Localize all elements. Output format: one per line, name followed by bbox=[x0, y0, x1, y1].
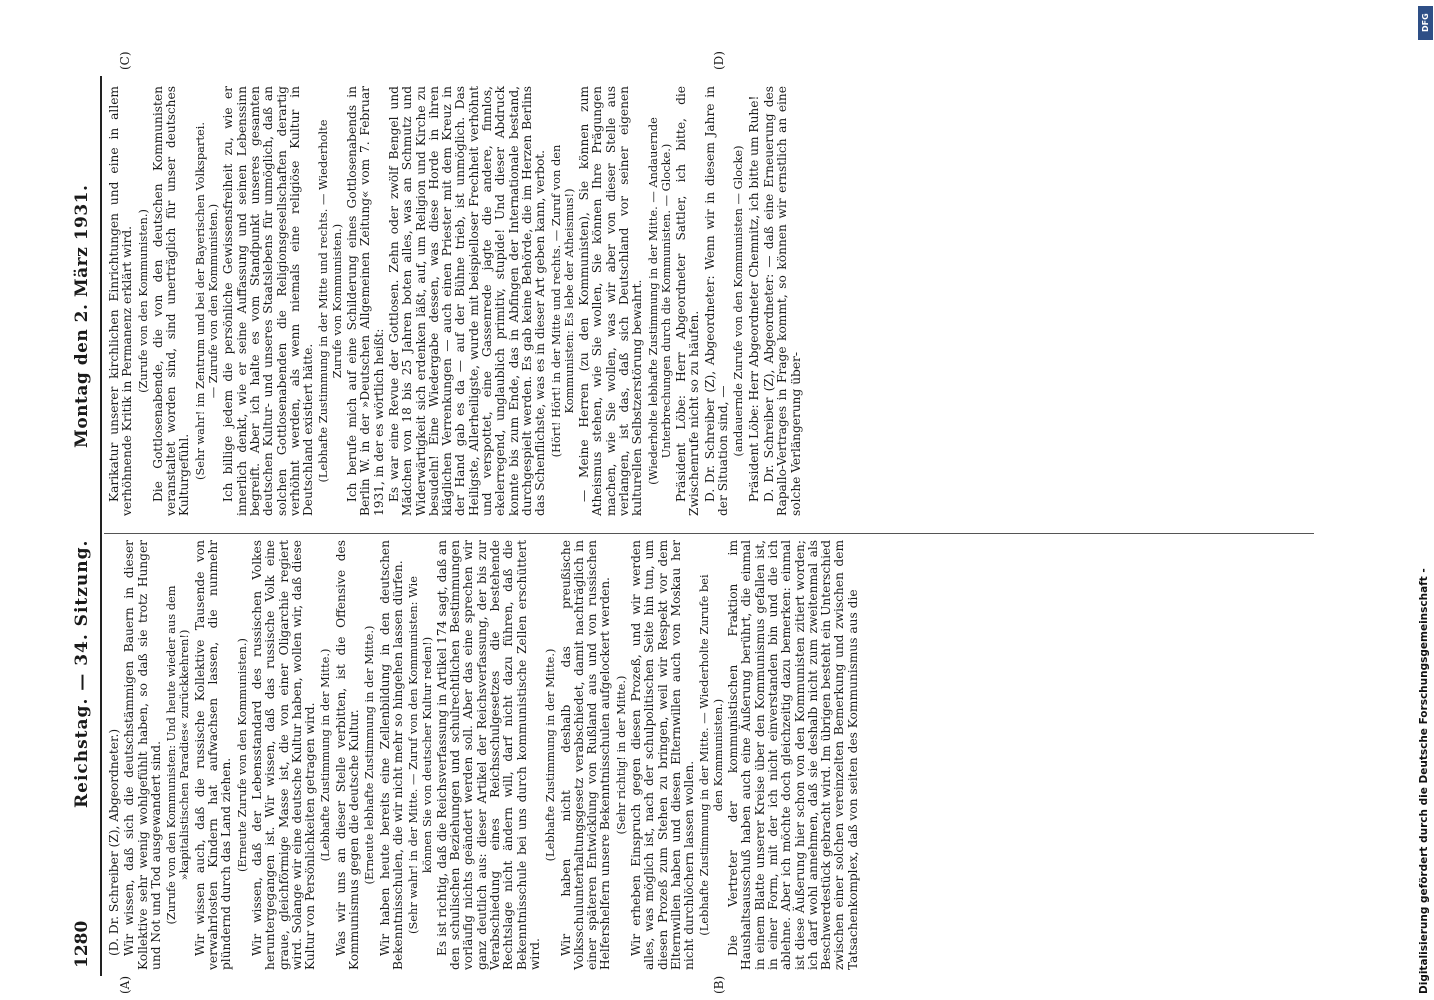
paragraph: Die Gottlosenabende, die von den deutschen Kommunisten veranstaltet worden sind, sind unerträglich für unser deutsches Kulturgefühl. bbox=[150, 86, 192, 516]
paragraph: — Meine Herren (zu den Kommunisten), Sie können zum Atheismus stehen, wie Sie wollen, Sie können Ihre Prägungen machen, wie Sie wollen, was wir aber von dieser Stelle aus verlangen, ist das, daß sich Deutschland vor seiner eigenen kulturellen Selbstzerstörung bewahrt. bbox=[577, 86, 645, 516]
paragraph: Präsident Löbe: Herr Abgeordneter Chemnitz, ich bitte um Ruhe! bbox=[746, 95, 761, 502]
interjection: (Lebhafte Zustimmung in der Mitte und rechts. — Wiederholte Zurufe von Kommunisten.) bbox=[316, 119, 344, 483]
paragraph: Wir erheben Einspruch gegen diesen Prozeß, und wir werden alles, was möglich ist, nach der schulpolitischen Seite hin tun, um diesen Prozeß zum Stehen zu bringen, weil wir Respekt vor dem Elternwillen haben und diesen Elternwillen auch von Moskau her nicht durchlöchern lassen wollen. bbox=[628, 540, 697, 970]
margin-mark-a: (A) bbox=[118, 975, 132, 994]
interjection: (Lebhafte Zustimmung in der Mitte. — Wiederholte Zurufe bei den Kommunisten.) bbox=[697, 574, 725, 936]
running-date: Montag den 2. März 1931. bbox=[72, 184, 92, 448]
interjection: (Sehr wahr! im Zentrum und bei der Bayerischen Volkspartei. — Zurufe von den Kommunisten.) bbox=[192, 122, 221, 480]
digitization-credit: Digitalisierung gefördert durch die Deutsche Forschungsgemeinschaft - bbox=[1418, 568, 1430, 994]
paragraph: Was wir uns an dieser Stelle verbitten, ist die Offensive des Kommunismus gegen die deutsche Kultur. bbox=[333, 540, 362, 970]
interjection: (Erneute Zurufe von den Kommunisten.) bbox=[234, 638, 249, 872]
paragraph: D. Dr. Schreiber (Z), Abgeordneter: — daß eine Erneuerung des Rapallo-Vertrages in Frage kommt, so können wir ernstlich an eine solche Verlängerung über- bbox=[761, 86, 803, 516]
interjection: (Zurufe von den Kommunisten.) bbox=[135, 209, 150, 393]
interjection: (Hört! Hört! in der Mitte und rechts. — Zuruf von den Kommunisten: Es lebe der Atheismus!) bbox=[548, 144, 576, 458]
paragraph: Es war eine Revue der Gottlosen. Zehn oder zwölf Bengel und Mädchen von 18 bis 25 Jahren boten alles, was an Schmutz und Widerwärtigkeit sich erdenken läßt, auf, um Religion und Kirche zu besudeln! Eine Wiedergabe dessen, was diese Horde in ihren kläglichen Verrenkungen — auch einen Priester mit dem Kreuz in der Hand gab es da — auf der Bühne trieb, ist unmöglich. Das Heiligste, Allerheiligste, wurde mit beispielloser Frechheit verhöhnt und verspottet, eine Gassenrede jagte die andere, finnlos, ekelerregend, unglaublich primitiv, stupide! Und dieser Abdruck konnte bis zum Ende, das in Abfingen der Internationale bestand, durchgespielt werden. Es gab keine Behörde, die im Herzen Berlins das Schenflichste, was es in dieser Art geben kann, verbot. bbox=[386, 86, 548, 516]
margin-mark-c: (C) bbox=[118, 51, 132, 70]
left-text-column bbox=[108, 540, 862, 970]
interjection: (Sehr wahr! in der Mitte. — Zuruf von den Kommunisten: Wie können Sie von deutscher Kultur reden!) bbox=[406, 576, 434, 934]
dfg-logo: DFG bbox=[1418, 6, 1433, 40]
margin-mark-d: (D) bbox=[712, 51, 726, 70]
page-number: 1280 bbox=[72, 920, 92, 968]
paragraph: Wir wissen, daß der Lebensstandard des russischen Volkes heruntergegangen ist. Wir wissen, daß das russische Volk eine graue, gleichförmige Masse ist, die von einer Oligarchie regiert wird. Solange wir eine deutsche Kultur haben, wollen wir, daß diese Kultur von Persönlichkeiten getragen wird. bbox=[249, 540, 318, 970]
paragraph: (D. Dr. Schreiber (Z), Abgeordneter.) bbox=[107, 728, 121, 956]
running-title: Reichstag. — 34. Sitzung. bbox=[72, 539, 92, 808]
interjection: (Erneute lebhafte Zustimmung in der Mitte.) bbox=[362, 625, 377, 885]
interjection: (Wiederholte lebhafte Zustimmung in der Mitte. — Andauernde Unterbrechungen durch die Kommunisten. — Glocke.) bbox=[645, 117, 673, 485]
paragraph: Wir wissen auch, daß die russische Kollektive Tausende von verwahrlosten Kindern hat aufwachsen lassen, die nunmehr plündernd durch das Land ziehen. bbox=[192, 540, 234, 970]
header-rule bbox=[100, 76, 102, 976]
interjection: (Lebhafte Zustimmung in der Mitte.) bbox=[543, 648, 558, 862]
right-text-column bbox=[108, 86, 805, 516]
paragraph: Die Vertreter der kommunistischen Fraktion im Haushaltsausschuß haben auch eine Äußerung berührt, die einmal in einem Blatte unserer Kreise über den Kommunismus gefallen ist, in einer Form, mit der ich nicht einverstanden bin und die ich ablehne. Aber ich möchte doch gleichzeitig dazu bemerken: einmal ist diese Äußerung hier schon von den Kommunisten zitiert worden; ich darf wohl annehmen, daß sie deshalb nicht zum zweitenmal als Beschwerdestück gebracht wird. Im übrigen besteht ein Unterschied zwischen einer solchen vereinzelten Bemerkung und zwischen dem Tatsachenkomplex, daß von seiten des Kommunismus aus die bbox=[726, 540, 860, 970]
interjection: (Zurufe von den Kommunisten: Und heute wieder aus dem »kapitalistischen Paradies« zurückkehren!) bbox=[164, 585, 192, 925]
paragraph: Karikatur unserer kirchlichen Einrichtungen und eine in allem verhöhnende Kritik in Permanenz erklärt wird. bbox=[107, 86, 135, 516]
paragraph: D. Dr. Schreiber (Z), Abgeordneter: Wenn wir in diesem Jahre in der Situation sind, — bbox=[702, 86, 731, 516]
interjection: (Lebhafte Zustimmung in der Mitte.) bbox=[318, 648, 333, 862]
paragraph: Wir haben nicht deshalb das preußische Volksschulunterhaltungsgesetz verabschiedet, damit nachträglich in einer späteren Entwicklung von Rußland aus und von russischen Helfershelfern unsere Bekenntnisschulen aufgelockert werden. bbox=[558, 540, 613, 970]
interjection: (andauernde Zurufe von den Kommunisten — Glocke) bbox=[731, 145, 746, 457]
margin-mark-b: (B) bbox=[712, 975, 726, 994]
paragraph: Ich billige jedem die persönliche Gewissensfreiheit zu, wie er innerlich denkt, wie er seine Auffassung und seinen Lebenssinn begreift. Aber ich halte es vom Standpunkt unseres gesamten deutschen Kultur- und unseres Staatslebens für unmöglich, daß an solchen Gottlosenabenden die Religionsgesellschaften derartig verhöhnt werden, als wenn niemals eine religiöse Kultur in Deutschland existiert hätte. bbox=[221, 86, 316, 516]
paragraph: Wir haben heute bereits eine Zellenbildung in den deutschen Bekenntnisschulen, die wir nicht mehr so hingehen lassen dürfen. bbox=[377, 540, 405, 970]
paragraph: Wir wissen, daß sich die deutschstämmigen Bauern in dieser Kollektive sehr wenig wohlgefühlt haben, so daß sie trotz Hunger und Not und Tod ausgewandert sind. bbox=[122, 540, 163, 970]
page-header bbox=[72, 88, 98, 968]
paragraph: Ich berufe mich auf eine Schilderung eines Gottlosenabends in Berlin W. in der »Deutschen Allgemeinen Zeitung« vom 7. Februar 1931, in der es wörtlich heißt: bbox=[345, 86, 386, 516]
column-divider bbox=[104, 533, 1314, 534]
interjection: (Sehr richtig! in der Mitte.) bbox=[613, 675, 628, 835]
paragraph: Es ist richtig, daß die Reichsverfassung in Artikel 174 sagt, daß an den schulischen Beziehungen und schulrechtlichen Bestimmungen vorläufig nichts geändert werden soll. Aber das eine sprechen wir ganz deutlich aus: dieser Artikel der Reichsverfassung, der bis zur Verabschiedung eines Reichsschulgesetzes die bestehende Rechtslage nicht ändern will, darf nicht dazu führen, daß die Bekenntnisschule bei uns durch kommunistische Zellen erschüttert wird. bbox=[434, 540, 542, 970]
paragraph: Präsident Löbe: Herr Abgeordneter Sattler, ich bitte, die Zwischenrufe nicht so zu häufen. bbox=[674, 86, 702, 516]
